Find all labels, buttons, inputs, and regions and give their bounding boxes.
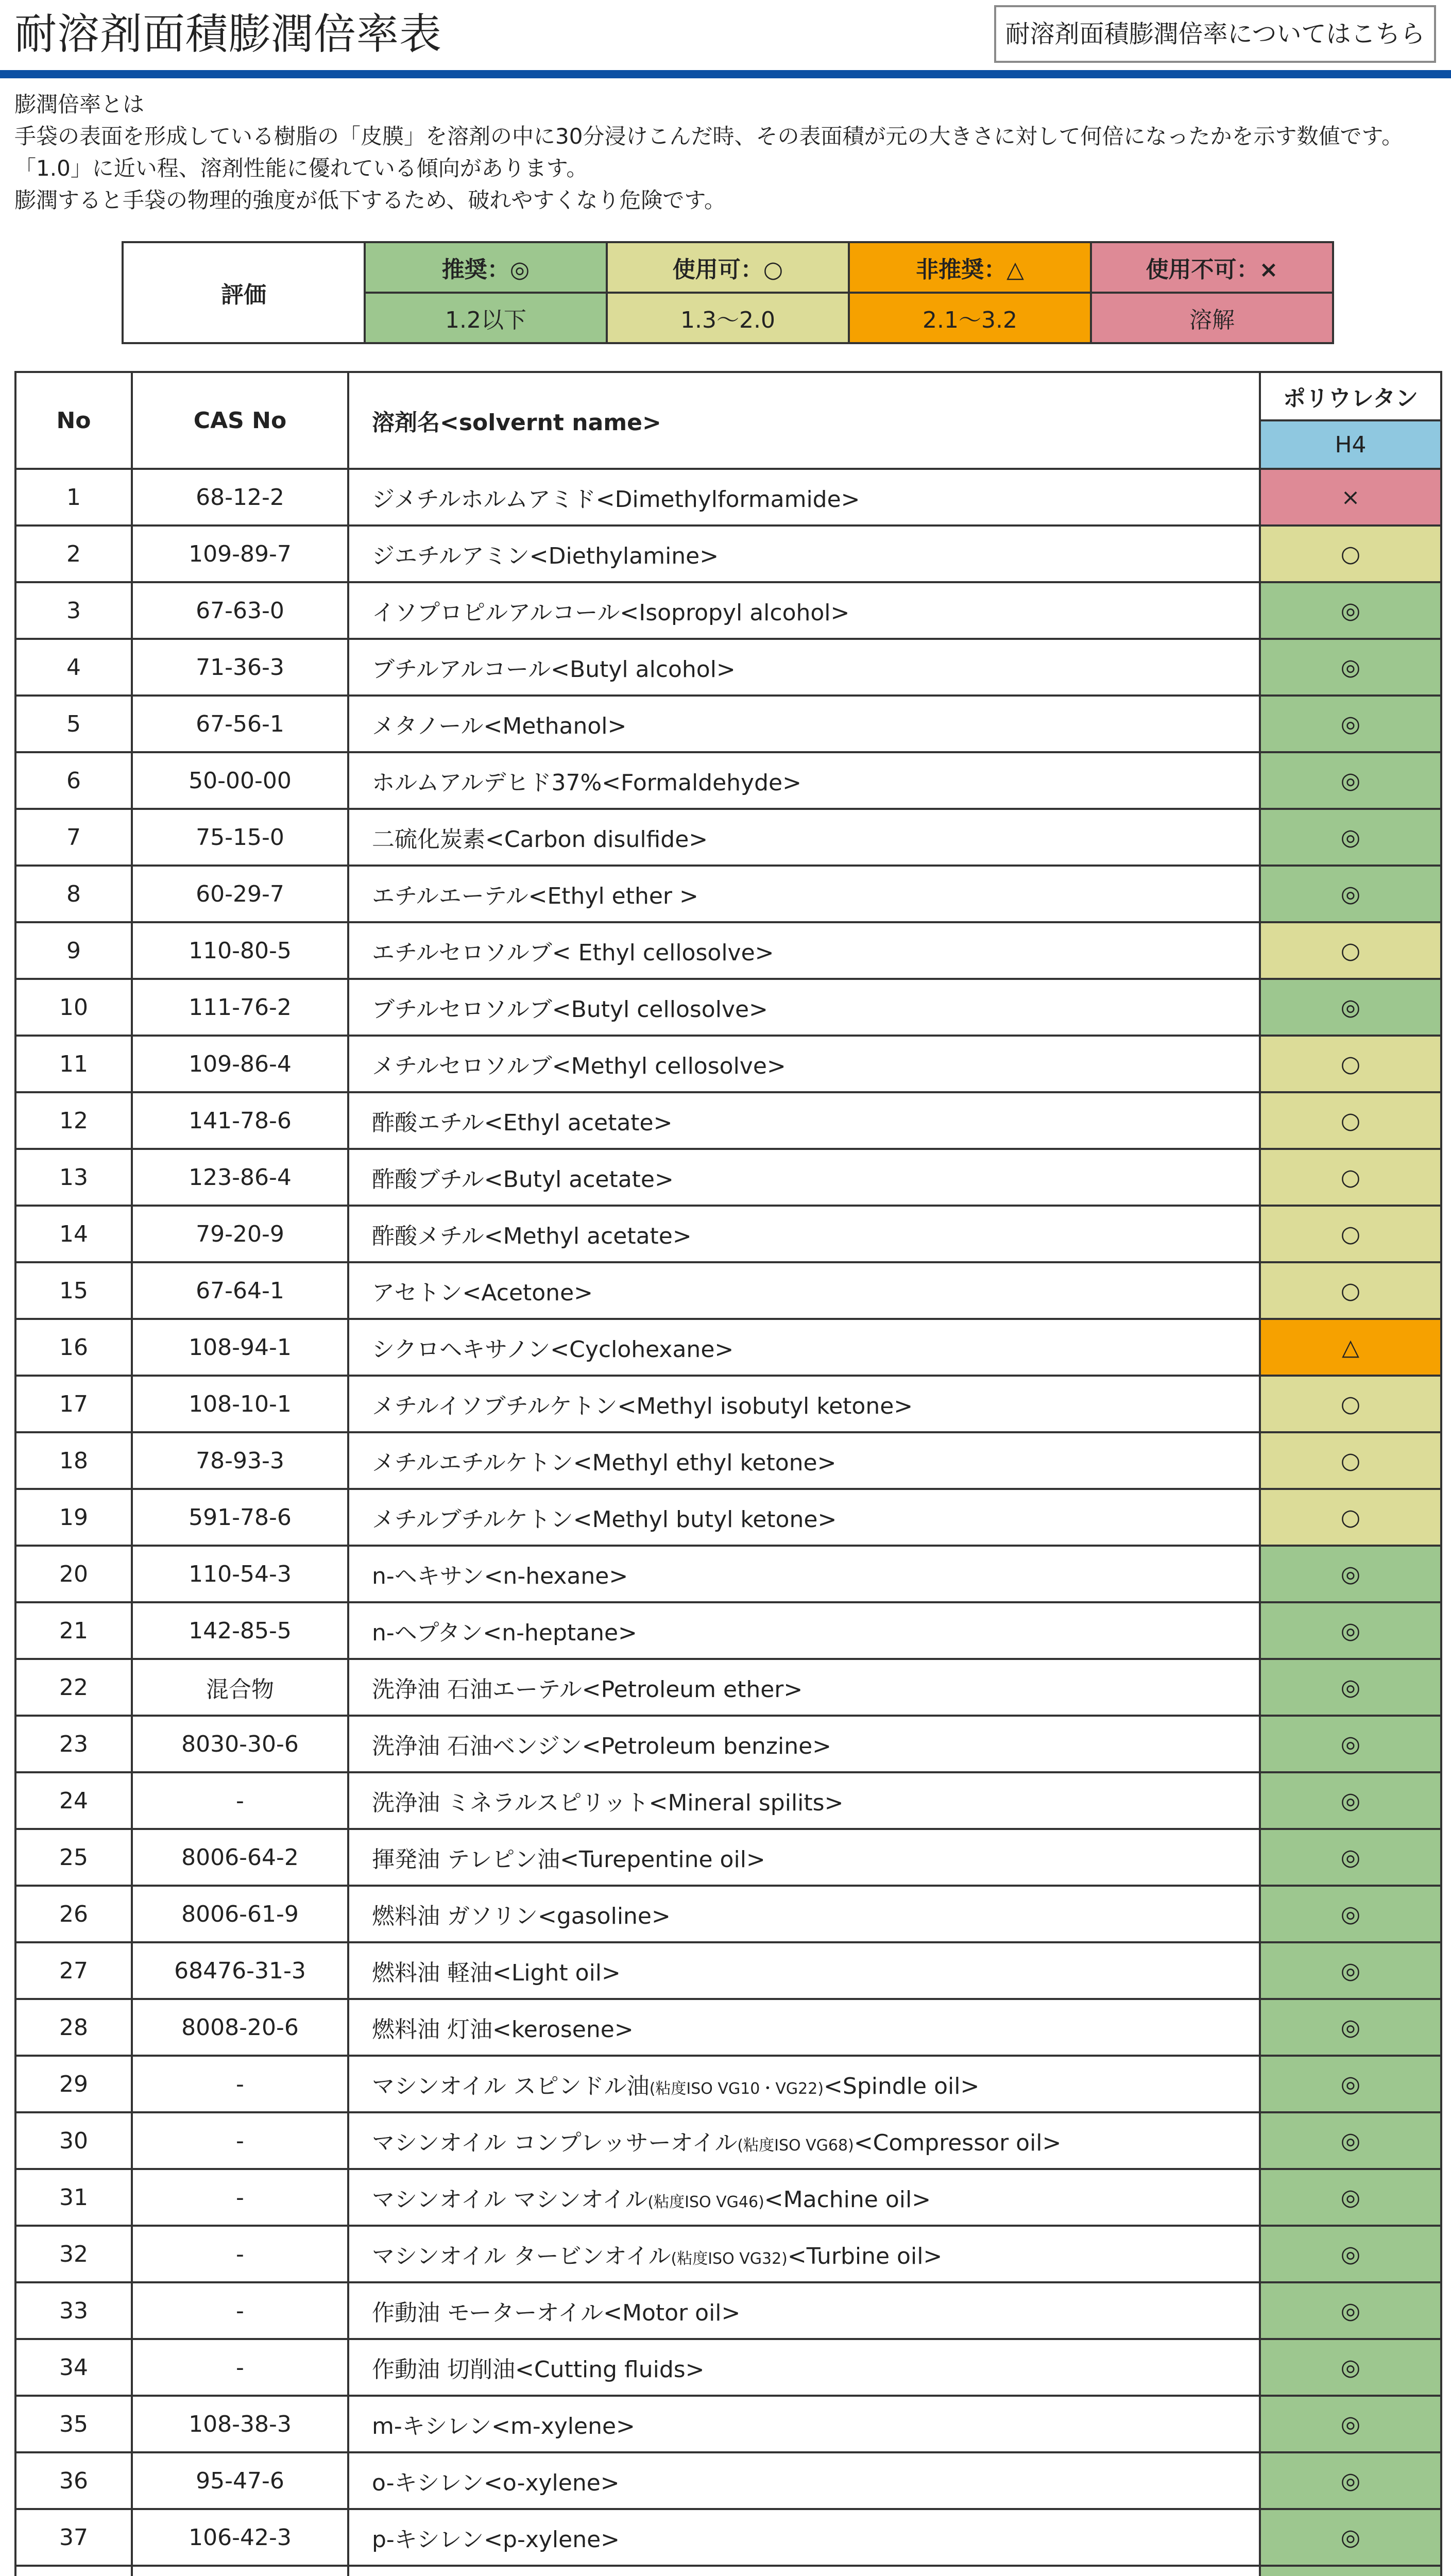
table-row [15,1376,1441,1432]
cell-cas-no: 8008-20-6 [132,1999,348,2056]
cell-rating: ◎ [1260,1659,1441,1716]
cell-cas-no: 106-42-3 [132,2509,348,2566]
cell-cas-no: 8030-30-6 [132,1716,348,1772]
table-row [15,1942,1441,1999]
table-row [15,2169,1441,2226]
cell-solvent-name: イソプロピルアルコール<Isopropyl alcohol> [348,582,1260,639]
table-row [15,1659,1441,1716]
cell-rating: ◎ [1260,2509,1441,2566]
table-row [15,2226,1441,2282]
cell-solvent-name: アセトン<Acetone> [348,1262,1260,1319]
cell-rating: ○ [1260,1262,1441,1319]
cell-no: 14 [15,1206,132,1262]
table-row [15,469,1441,526]
cell-cas-no: - [132,1772,348,1829]
solvent-name-english: <Machine oil> [764,2187,931,2213]
legend-not-recommended-range: 2.1〜3.2 [849,293,1091,343]
cell-cas-no: - [132,2282,348,2339]
cell-solvent-name: メタノール<Methanol> [348,696,1260,752]
solvent-name-english: <Spindle oil> [824,2073,980,2099]
cell-no: 8 [15,866,132,922]
cell-cas-no: - [132,2112,348,2169]
table-row [15,1489,1441,1546]
cell-cas-no: 108-94-1 [132,1319,348,1376]
column-header-polyurethane: ポリウレタン [1260,372,1441,420]
cell-rating: ◎ [1260,2226,1441,2282]
table-row [15,2282,1441,2339]
cell-solvent-name: 揮発油 テレピン油<Turepentine oil> [348,1829,1260,1886]
cell-rating: ◎ [1260,696,1441,752]
cell-no: 21 [15,1602,132,1659]
cell-rating: ○ [1260,1206,1441,1262]
table-row [15,1999,1441,2056]
legend-not-recommended-label: 非推奨：△ [849,242,1091,293]
cell-no: 4 [15,639,132,696]
cell-rating: ◎ [1260,1829,1441,1886]
cell-rating: ○ [1260,1036,1441,1092]
cell-rating: ◎ [1260,1772,1441,1829]
legend-usable-label: 使用可：○ [607,242,849,293]
cell-solvent-name: ホルムアルデヒド37%<Formaldehyde> [348,752,1260,809]
table-row [15,582,1441,639]
cell-no: 31 [15,2169,132,2226]
cell-rating: ◎ [1260,1716,1441,1772]
cell-cas-no: 68476-31-3 [132,1942,348,1999]
cell-solvent-name: メチルセロソルブ<Methyl cellosolve> [348,1036,1260,1092]
cell-no: 33 [15,2282,132,2339]
cell-rating: △ [1260,1319,1441,1376]
cell-cas-no: 95-47-6 [132,2452,348,2509]
column-header-no: No [15,372,132,469]
table-row [15,2056,1441,2112]
cell-cas-no: - [132,2339,348,2396]
cell-no: 2 [15,526,132,582]
cell-rating: ◎ [1260,1546,1441,1602]
cell-cas-no: 108-38-3 [132,2396,348,2452]
viscosity-note: (粘度ISO VG68) [737,2137,854,2155]
cell-cas-no: 123-86-4 [132,1149,348,1206]
cell-solvent-name: ブチルセロソルブ<Butyl cellosolve> [348,979,1260,1036]
table-row [15,1206,1441,1262]
cell-cas-no: 79-20-9 [132,1206,348,1262]
cell-cas-no: 67-63-0 [132,582,348,639]
cell-solvent-name: p-キシレン<p-xylene> [348,2509,1260,2566]
cell-no: 15 [15,1262,132,1319]
cell-no: 29 [15,2056,132,2112]
table-row [15,1772,1441,1829]
cell-no [15,2566,132,2576]
table-row [15,1319,1441,1376]
cell-solvent-name: 洗浄油 ミネラルスピリット<Mineral spilits> [348,1772,1260,1829]
column-header-h4: H4 [1260,420,1441,469]
cell-no: 19 [15,1489,132,1546]
table-row [15,2566,1441,2576]
cell-cas-no: 111-76-2 [132,979,348,1036]
cell-no: 11 [15,1036,132,1092]
table-row [15,1546,1441,1602]
cell-solvent-name: ブチルアルコール<Butyl alcohol> [348,639,1260,696]
cell-no: 1 [15,469,132,526]
cell-no: 13 [15,1149,132,1206]
cell-cas-no: 109-86-4 [132,1036,348,1092]
cell-rating: ◎ [1260,2112,1441,2169]
table-row [15,1432,1441,1489]
cell-rating: ◎ [1260,979,1441,1036]
cell-no: 18 [15,1432,132,1489]
cell-cas-no: 141-78-6 [132,1092,348,1149]
cell-rating: ◎ [1260,1886,1441,1942]
cell-solvent-name: 酢酸メチル<Methyl acetate> [348,1206,1260,1262]
table-body [15,469,1441,2576]
cell-no: 36 [15,2452,132,2509]
cell-solvent-name: 燃料油 灯油<kerosene> [348,1999,1260,2056]
solvent-name-main: マシンオイル スピンドル油 [372,2073,650,2099]
solvent-name-main: マシンオイル コンプレッサーオイル [372,2130,738,2156]
cell-rating: ◎ [1260,1999,1441,2056]
description [14,89,1436,216]
cell-no: 3 [15,582,132,639]
cell-no: 10 [15,979,132,1036]
cell-solvent-name: メチルイソブチルケトン<Methyl isobutyl ketone> [348,1376,1260,1432]
viscosity-note: (粘度ISO VG46) [647,2193,764,2211]
cell-rating: ◎ [1260,2169,1441,2226]
cell-solvent-name [348,2566,1260,2576]
table-row [15,752,1441,809]
viscosity-note: (粘度ISO VG10・VG22) [649,2080,824,2098]
cell-solvent-name: 作動油 切削油<Cutting fluids> [348,2339,1260,2396]
table-row [15,696,1441,752]
cell-solvent-name: 洗浄油 石油エーテル<Petroleum ether> [348,1659,1260,1716]
cell-cas-no: 8006-64-2 [132,1829,348,1886]
cell-cas-no: 591-78-6 [132,1489,348,1546]
cell-rating: ◎ [1260,1602,1441,1659]
cell-solvent-name: シクロヘキサノン<Cyclohexane> [348,1319,1260,1376]
viscosity-note: (粘度ISO VG32) [671,2250,788,2268]
cell-cas-no: 60-29-7 [132,866,348,922]
cell-no: 9 [15,922,132,979]
cell-cas-no: 78-93-3 [132,1432,348,1489]
cell-solvent-name: メチルエチルケトン<Methyl ethyl ketone> [348,1432,1260,1489]
cell-solvent-name: n-ヘプタン<n-heptane> [348,1602,1260,1659]
cell-cas-no: - [132,2169,348,2226]
cell-rating: × [1260,469,1441,526]
header-divider [0,70,1451,78]
table-row [15,2112,1441,2169]
table-row [15,979,1441,1036]
cell-no: 7 [15,809,132,866]
cell-no: 17 [15,1376,132,1432]
cell-no: 5 [15,696,132,752]
solvent-name-english: <Turbine oil> [787,2243,943,2269]
cell-no: 22 [15,1659,132,1716]
table-row [15,922,1441,979]
description-heading: 膨潤倍率とは [14,92,145,117]
table-row [15,1262,1441,1319]
cell-solvent-name [348,2169,1260,2226]
cell-solvent-name [348,2112,1260,2169]
cell-cas-no: 67-56-1 [132,696,348,752]
cell-rating: ○ [1260,1432,1441,1489]
cell-solvent-name: 酢酸ブチル<Butyl acetate> [348,1149,1260,1206]
cell-solvent-name: 酢酸エチル<Ethyl acetate> [348,1092,1260,1149]
table-row [15,1886,1441,1942]
cell-cas-no: 75-15-0 [132,809,348,866]
cell-cas-no: 混合物 [132,1659,348,1716]
page-title: 耐溶剤面積膨潤倍率表 [14,10,442,59]
cell-cas-no: 68-12-2 [132,469,348,526]
table-row [15,526,1441,582]
cell-no: 25 [15,1829,132,1886]
cell-solvent-name: m-キシレン<m-xylene> [348,2396,1260,2452]
table-row [15,1092,1441,1149]
cell-cas-no: 71-36-3 [132,639,348,696]
cell-rating: ○ [1260,1489,1441,1546]
cell-solvent-name [348,2226,1260,2282]
cell-no: 24 [15,1772,132,1829]
cell-cas-no: 109-89-7 [132,526,348,582]
cell-no: 30 [15,2112,132,2169]
legend-header: 評価 [123,242,365,343]
cell-solvent-name: 燃料油 ガソリン<gasoline> [348,1886,1260,1942]
cell-rating: ◎ [1260,866,1441,922]
rating-legend [122,241,1334,344]
swelling-rate-table [14,371,1442,2576]
cell-rating: ◎ [1260,2396,1441,2452]
table-row [15,2452,1441,2509]
cell-solvent-name [348,2056,1260,2112]
column-header-cas: CAS No [132,372,348,469]
cell-rating: ◎ [1260,752,1441,809]
table-row [15,1829,1441,1886]
cell-rating: ○ [1260,1376,1441,1432]
cell-cas-no: 108-10-1 [132,1376,348,1432]
description-body: 手袋の表面を形成している樹脂の「皮膜」を溶剤の中に30分浸けこんだ時、その表面積が元の大きさに対して何倍になったかを示す数値です。「1.0」に近い程、溶剤性能に優れている傾向があります。 [14,124,1404,181]
table-row [15,1036,1441,1092]
swelling-info-link-button[interactable]: 耐溶剤面積膨潤倍率についてはこちら [994,5,1436,63]
cell-no: 27 [15,1942,132,1999]
table-row [15,2396,1441,2452]
cell-no: 12 [15,1092,132,1149]
cell-rating: ◎ [1260,2056,1441,2112]
cell-no: 37 [15,2509,132,2566]
cell-rating: ○ [1260,526,1441,582]
table-row [15,1149,1441,1206]
column-header-solvent-name: 溶剤名<solvernt name> [348,372,1260,469]
cell-solvent-name: メチルブチルケトン<Methyl butyl ketone> [348,1489,1260,1546]
table-row [15,866,1441,922]
cell-rating: ◎ [1260,639,1441,696]
page-header [0,0,1451,77]
legend-usable-range: 1.3〜2.0 [607,293,849,343]
cell-no: 32 [15,2226,132,2282]
cell-cas-no [132,2566,348,2576]
cell-cas-no: 142-85-5 [132,1602,348,1659]
cell-rating: ◎ [1260,1942,1441,1999]
legend-recommended-range: 1.2以下 [365,293,607,343]
cell-solvent-name: 作動油 モーターオイル<Motor oil> [348,2282,1260,2339]
legend-recommended-label: 推奨：◎ [365,242,607,293]
cell-cas-no: - [132,2226,348,2282]
cell-rating: ◎ [1260,582,1441,639]
table-row [15,2509,1441,2566]
table-row [15,809,1441,866]
cell-solvent-name: ジメチルホルムアミド<Dimethylformamide> [348,469,1260,526]
solvent-name-main: マシンオイル マシンオイル [372,2187,648,2213]
cell-solvent-name: 燃料油 軽油<Light oil> [348,1942,1260,1999]
cell-cas-no: 67-64-1 [132,1262,348,1319]
cell-rating: ◎ [1260,2339,1441,2396]
solvent-name-english: <Compressor oil> [853,2130,1062,2156]
cell-cas-no: - [132,2056,348,2112]
cell-solvent-name: 洗浄油 石油ベンジン<Petroleum benzine> [348,1716,1260,1772]
cell-no: 20 [15,1546,132,1602]
cell-solvent-name: エチルエーテル<Ethyl ether > [348,866,1260,922]
solvent-name-main: マシンオイル タービンオイル [372,2243,671,2269]
cell-rating [1260,2566,1441,2576]
legend-unusable-range: 溶解 [1091,293,1333,343]
cell-solvent-name: エチルセロソルブ< Ethyl cellosolve> [348,922,1260,979]
table-row [15,1716,1441,1772]
cell-solvent-name: o-キシレン<o-xylene> [348,2452,1260,2509]
cell-cas-no: 110-54-3 [132,1546,348,1602]
cell-no: 35 [15,2396,132,2452]
cell-no: 26 [15,1886,132,1942]
cell-rating: ○ [1260,922,1441,979]
legend-unusable-label: 使用不可：× [1091,242,1333,293]
cell-cas-no: 110-80-5 [132,922,348,979]
cell-no: 6 [15,752,132,809]
cell-rating: ◎ [1260,809,1441,866]
cell-solvent-name: ジエチルアミン<Diethylamine> [348,526,1260,582]
cell-cas-no: 50-00-00 [132,752,348,809]
cell-no: 16 [15,1319,132,1376]
table-row [15,639,1441,696]
table-row [15,1602,1441,1659]
cell-no: 28 [15,1999,132,2056]
description-warning: 膨潤すると手袋の物理的強度が低下するため、破れやすくなり危険です。 [14,188,726,213]
cell-solvent-name: 二硫化炭素<Carbon disulfide> [348,809,1260,866]
cell-no: 34 [15,2339,132,2396]
cell-rating: ◎ [1260,2282,1441,2339]
cell-cas-no: 8006-61-9 [132,1886,348,1942]
cell-rating: ◎ [1260,2452,1441,2509]
cell-rating: ○ [1260,1149,1441,1206]
table-row [15,2339,1441,2396]
cell-no: 23 [15,1716,132,1772]
cell-rating: ○ [1260,1092,1441,1149]
cell-solvent-name: n-ヘキサン<n-hexane> [348,1546,1260,1602]
